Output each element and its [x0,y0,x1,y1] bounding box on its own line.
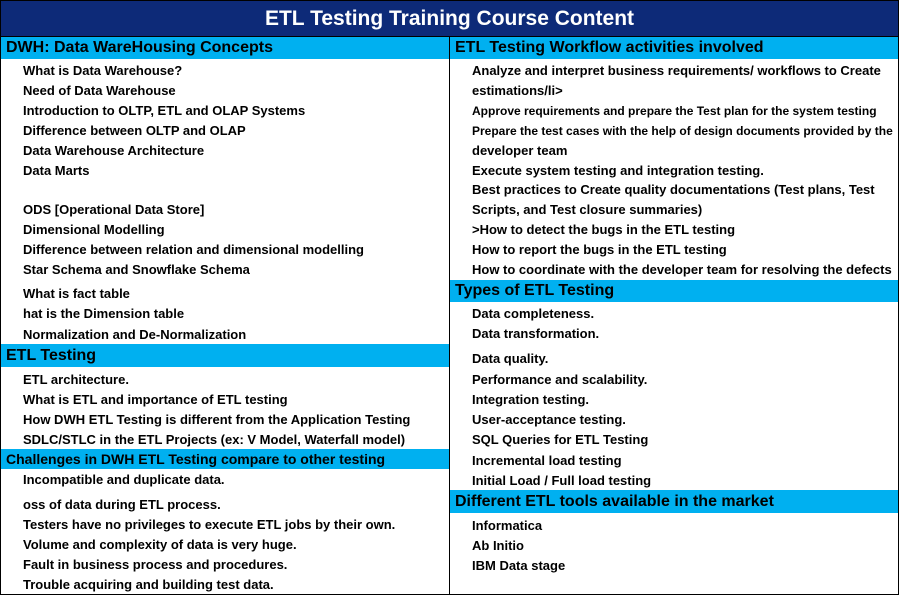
list-item: ETL architecture. [23,372,129,387]
list-item: User-acceptance testing. [472,412,626,427]
list-item: What is ETL and importance of ETL testing [23,392,288,407]
section-header-workflow: ETL Testing Workflow activities involved [450,37,898,59]
list-item: Testers have no privileges to execute ETL jobs by their own. [23,517,396,532]
page-title: ETL Testing Training Course Content [1,1,898,37]
list-item: hat is the Dimension table [23,306,185,321]
list-item: Need of Data Warehouse [23,83,176,98]
list-item: SDLC/STLC in the ETL Projects (ex: V Model, Waterfall model) [23,432,406,447]
list-item: What is Data Warehouse? [23,63,183,78]
list-item: What is fact table [23,286,130,301]
list-item: >How to detect the bugs in the ETL testing [472,222,736,237]
list-item: oss of data during ETL process. [23,497,221,512]
section-header-challenges: Challenges in DWH ETL Testing compare to other testing [1,449,449,469]
list-item: Initial Load / Full load testing [472,473,652,488]
list-item: Fault in business process and procedures. [23,557,288,572]
list-item: Data Warehouse Architecture [23,143,205,158]
section-header-dwh-concepts: DWH: Data WareHousing Concepts [1,37,449,59]
list-item: estimations/li> [472,83,563,98]
list-item: Data completeness. [472,306,595,321]
list-item: Analyze and interpret business requirements/ workflows to Create [472,63,881,78]
list-item: How to report the bugs in the ETL testing [472,242,727,257]
list-item: SQL Queries for ETL Testing [472,432,649,447]
list-item: Difference between OLTP and OLAP [23,123,246,138]
section-header-etl-tools: Different ETL tools available in the market [450,490,898,513]
list-item: Ab Initio [472,538,524,553]
list-item: Approve requirements and prepare the Test plan for the system testing [472,104,877,118]
list-item: Data quality. [472,351,549,366]
list-item: Prepare the test cases with the help of design documents provided by the [472,124,893,138]
list-item: Execute system testing and integration testing. [472,163,764,178]
list-item: Performance and scalability. [472,372,648,387]
list-item: Dimensional Modelling [23,222,165,237]
list-item: Best practices to Create quality documentations (Test plans, Test [472,182,875,197]
list-item: Incremental load testing [472,453,622,468]
list-item: Volume and complexity of data is very huge. [23,537,297,552]
list-item: Introduction to OLTP, ETL and OLAP Systems [23,103,306,118]
list-item: How DWH ETL Testing is different from the Application Testing [23,412,411,427]
list-item: Incompatible and duplicate data. [23,472,225,487]
list-item: ODS [Operational Data Store] [23,202,205,217]
list-item: Difference between relation and dimensional modelling [23,242,364,257]
list-item: Scripts, and Test closure summaries) [472,202,703,217]
list-item: How to coordinate with the developer team for resolving the defects [472,262,892,277]
list-item: Integration testing. [472,392,589,407]
list-item: Data transformation. [472,326,600,341]
list-item: Informatica [472,518,543,533]
section-header-etl-testing: ETL Testing [1,344,449,367]
list-item: Data Marts [23,163,90,178]
section-header-types: Types of ETL Testing [450,280,898,302]
list-item: Star Schema and Snowflake Schema [23,262,250,277]
list-item: Normalization and De-Normalization [23,327,247,342]
list-item: Trouble acquiring and building test data. [23,577,274,592]
list-item: developer team [472,143,568,158]
list-item: IBM Data stage [472,558,566,573]
